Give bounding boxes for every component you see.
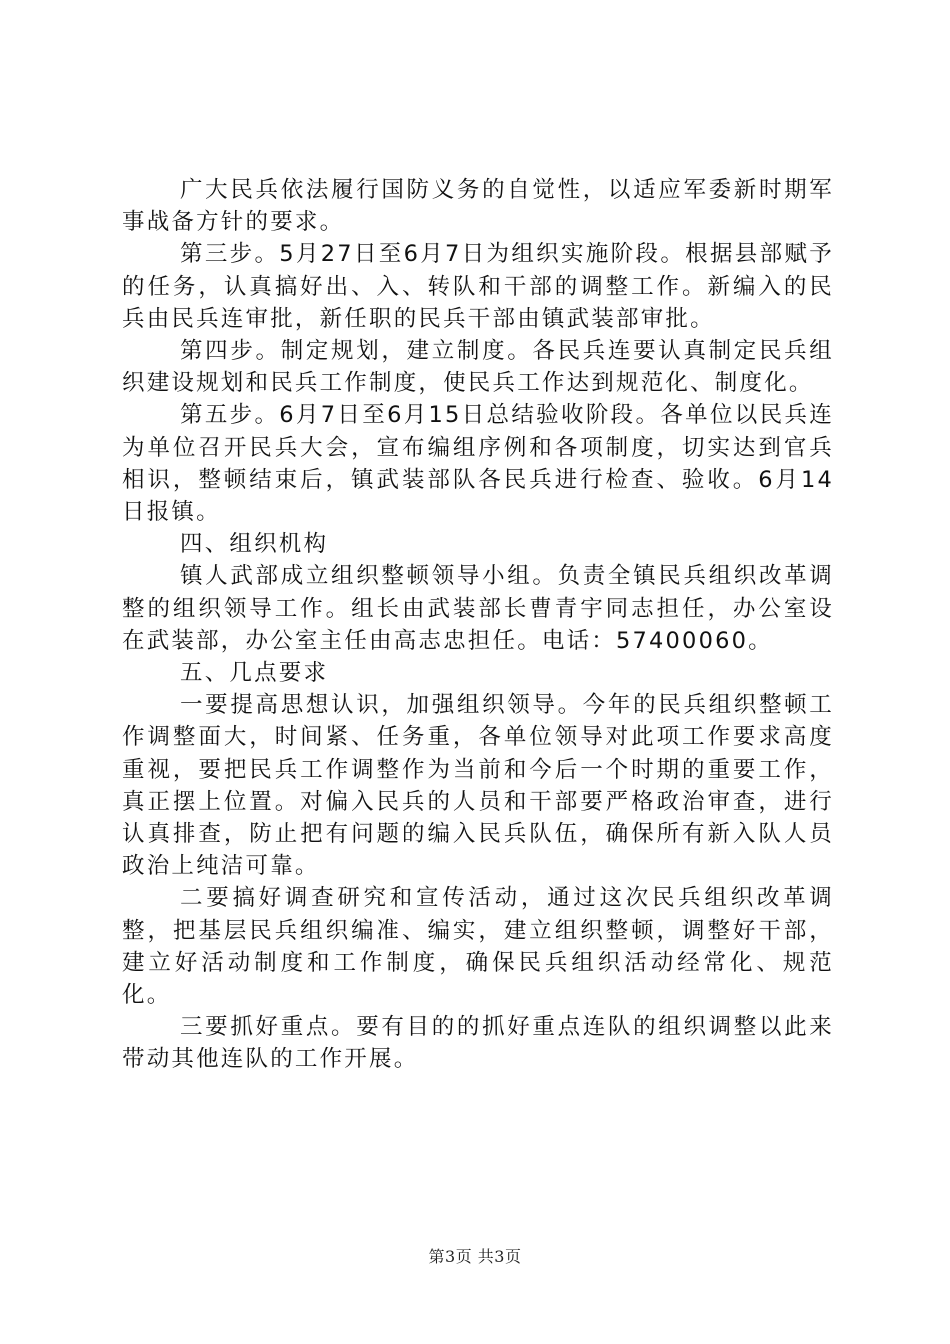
section-heading-organization: 四、组织机构 (180, 531, 329, 558)
paragraph-organization: 镇人武部成立组织整顿领导小组。负责全镇民兵组织改革调整的组织领导工作。组长由武装部长曹青宇同志担任，办公室设在武装部，办公室主任由高志忠担任。电话：57400060。 (122, 563, 834, 654)
document-body (122, 174, 834, 1076)
paragraph-requirement-one: 一要提高思想认识，加强组织领导。今年的民兵组织整顿工作调整面大，时间紧、任务重，各单位领导对此项工作要求高度重视，要把民兵工作调整作为当前和今后一个时期的重要工作，真正摆上位置。对偏入民兵的人员和干部要严格政治审查，进行认真排查，防止把有问题的编入民兵队伍，确保所有新入队人员政治上纯洁可靠。 (122, 692, 834, 880)
paragraph-requirement-two: 二要搞好调查研究和宣传活动，通过这次民兵组织改革调整，把基层民兵组织编准、编实，建立组织整顿，调整好干部，建立好活动制度和工作制度，确保民兵组织活动经常化、规范化。 (122, 885, 834, 1009)
paragraph-step-five: 第五步。6月7日至6月15日总结验收阶段。各单位以民兵连为单位召开民兵大会，宣布编组序例和各项制度，切实达到官兵相识，整顿结束后，镇武装部队各民兵进行检查、验收。6月14日报镇。 (122, 402, 834, 526)
paragraph-step-three: 第三步。5月27日至6月7日为组织实施阶段。根据县部赋予的任务，认真搞好出、入、转队和干部的调整工作。新编入的民兵由民兵连审批，新任职的民兵干部由镇武装部审批。 (122, 241, 834, 332)
paragraph-step-four: 第四步。制定规划，建立制度。各民兵连要认真制定民兵组织建设规划和民兵工作制度，使民兵工作达到规范化、制度化。 (122, 338, 834, 397)
paragraph-requirement-three: 三要抓好重点。要有目的的抓好重点连队的组织调整以此来带动其他连队的工作开展。 (122, 1014, 834, 1073)
section-heading-requirements: 五、几点要求 (180, 660, 329, 687)
paragraph-continuation: 广大民兵依法履行国防义务的自觉性，以适应军委新时期军事战备方针的要求。 (122, 177, 834, 236)
page-number-footer: 第3页 共3页 (428, 1247, 522, 1266)
